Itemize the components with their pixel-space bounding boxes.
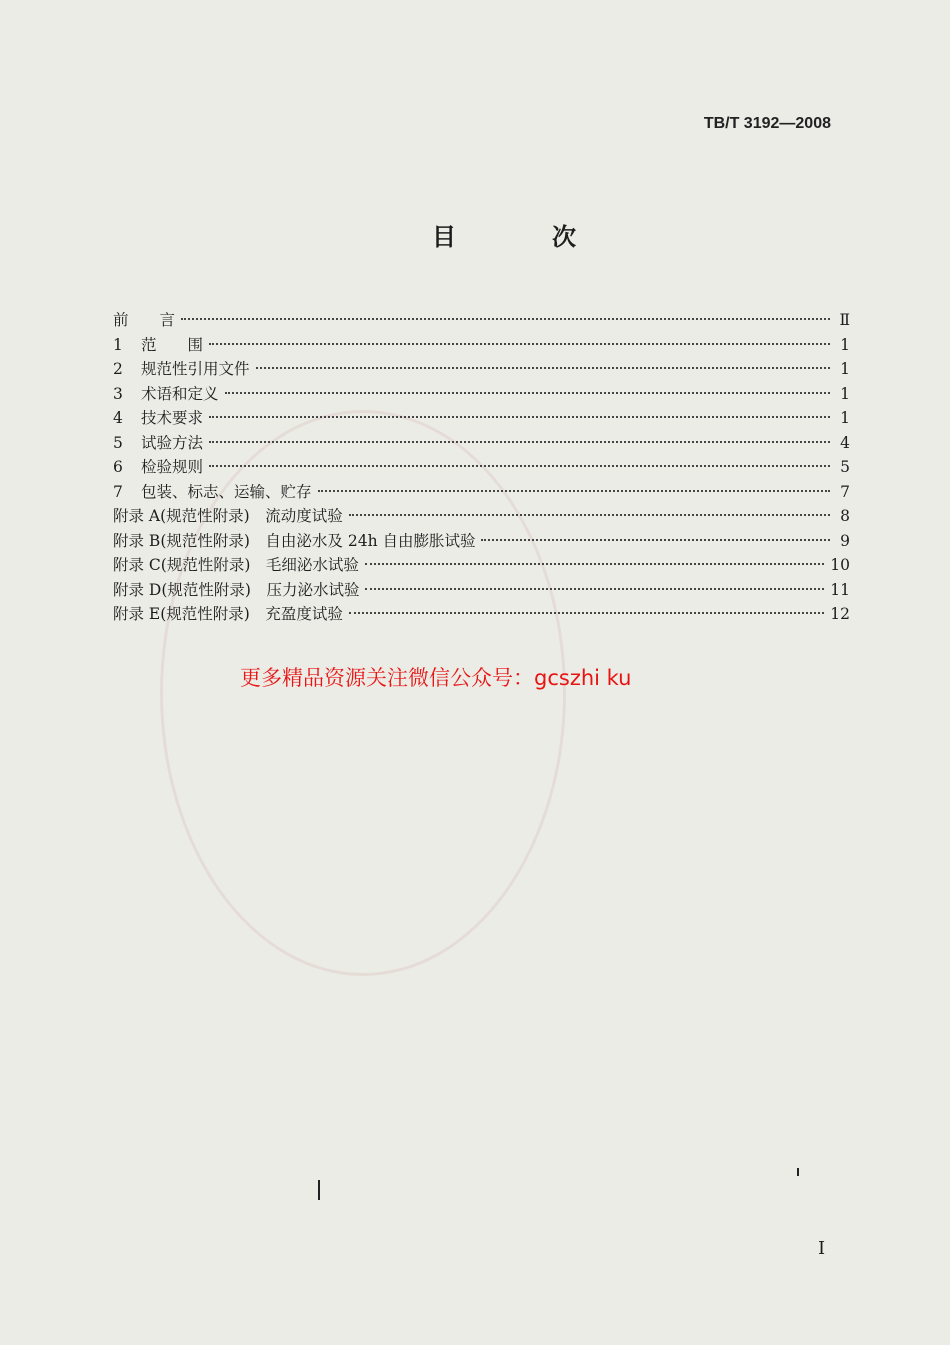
toc-entry-label (113, 504, 343, 529)
toc-leader-dots (349, 612, 824, 614)
toc-entry-page: Ⅱ (839, 311, 850, 329)
toc-entry-title: 附录 C(规范性附录) 毛细泌水试验 (113, 556, 359, 574)
toc-leader-dots (318, 490, 830, 492)
toc-entry-number: 2 (113, 360, 123, 378)
toc-entry[interactable] (113, 382, 850, 407)
toc-entry-page: 1 (840, 384, 850, 403)
toc-leader-dots (481, 539, 830, 541)
toc-entry-number: 5 (113, 433, 123, 452)
toc-entry[interactable] (113, 357, 850, 382)
toc-entry-title: 试验方法 (141, 433, 204, 452)
toc-entry-page: 1 (840, 360, 850, 378)
toc-leader-dots (365, 588, 824, 590)
toc-entry-title: 规范性引用文件 (141, 360, 250, 378)
toc-leader-dots (365, 563, 824, 565)
toc-entry[interactable] (113, 431, 850, 456)
toc-entry-title: 术语和定义 (141, 384, 219, 403)
toc-leader-dots (209, 441, 830, 443)
toc-entry-title: 检验规则 (141, 458, 204, 476)
toc-entry[interactable] (113, 333, 850, 358)
toc-entry-page: 11 (830, 580, 850, 599)
toc-entry-number: 7 (113, 482, 123, 501)
toc-entry-label (113, 529, 475, 554)
toc-entry-title: 附录 B(规范性附录) 自由泌水及 24h 自由膨胀试验 (113, 531, 476, 550)
toc-entry-label (113, 602, 343, 627)
toc-entry-number: 3 (113, 384, 123, 403)
toc-entry[interactable] (113, 529, 850, 554)
toc-entry-label (113, 455, 203, 480)
toc-entry-page: 8 (840, 507, 850, 525)
toc-entry[interactable] (113, 504, 850, 529)
page-number: I (818, 1238, 826, 1259)
toc-entry-title: 范 围 (141, 335, 204, 354)
margin-mark (797, 1168, 799, 1176)
toc-entry-title: 附录 A(规范性附录) 流动度试验 (113, 507, 343, 525)
toc-entry[interactable] (113, 578, 850, 603)
toc-entry-number: 4 (113, 409, 123, 427)
toc-entry-page: 1 (840, 335, 850, 354)
toc-entry-label (113, 480, 312, 505)
toc-entry-label (113, 578, 359, 603)
toc-entry-page: 1 (840, 409, 850, 427)
toc-entry-label (113, 357, 250, 382)
table-of-contents (113, 308, 850, 627)
toc-entry[interactable] (113, 308, 850, 333)
toc-entry-label (113, 553, 359, 578)
toc-entry-title: 附录 E(规范性附录) 充盈度试验 (113, 605, 343, 623)
toc-entry-label (113, 431, 203, 456)
toc-title: 目 次 (432, 222, 612, 251)
toc-entry[interactable] (113, 553, 850, 578)
toc-entry-page: 9 (840, 531, 850, 550)
toc-entry-title: 技术要求 (141, 409, 204, 427)
toc-entry-page: 5 (840, 458, 850, 476)
toc-leader-dots (256, 367, 830, 369)
toc-entry-label (113, 308, 175, 333)
toc-leader-dots (209, 343, 830, 345)
toc-entry-page: 12 (830, 605, 850, 623)
toc-entry-label (113, 382, 219, 407)
toc-entry-label (113, 406, 203, 431)
toc-entry-page: 10 (830, 556, 850, 574)
toc-entry[interactable] (113, 406, 850, 431)
toc-entry-number: 6 (113, 458, 123, 476)
toc-entry-page: 4 (840, 433, 850, 452)
toc-entry-page: 7 (840, 482, 850, 501)
toc-entry-title: 包装、标志、运输、贮存 (141, 482, 312, 501)
standard-code: TB/T 3192—2008 (703, 115, 831, 132)
toc-leader-dots (181, 318, 830, 320)
margin-mark (318, 1180, 320, 1200)
toc-leader-dots (349, 514, 830, 516)
toc-entry-title: 前 言 (113, 311, 176, 329)
toc-entry-title: 附录 D(规范性附录) 压力泌水试验 (113, 580, 360, 599)
toc-leader-dots (209, 416, 830, 418)
toc-entry[interactable] (113, 602, 850, 627)
toc-leader-dots (225, 392, 830, 394)
toc-entry[interactable] (113, 480, 850, 505)
toc-entry[interactable] (113, 455, 850, 480)
toc-leader-dots (209, 465, 830, 467)
watermark-text: 更多精品资源关注微信公众号：gcszhi ku (240, 666, 632, 690)
toc-entry-label (113, 333, 203, 358)
toc-entry-number: 1 (113, 335, 123, 354)
